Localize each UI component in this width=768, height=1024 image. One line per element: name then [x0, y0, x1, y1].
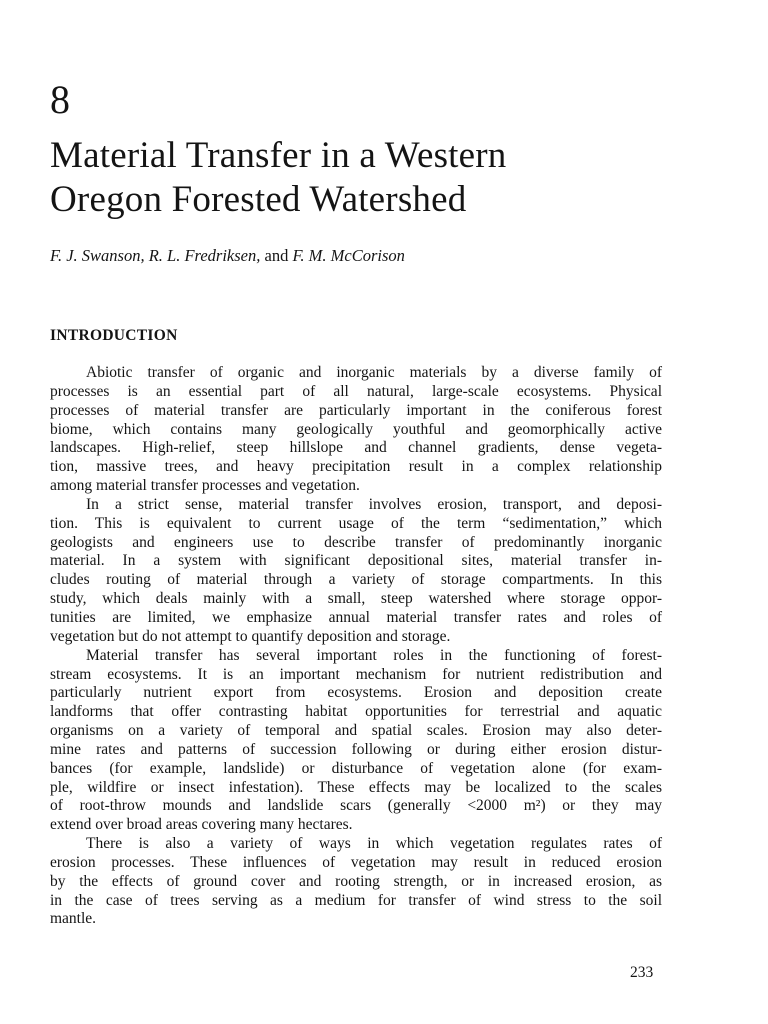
text-line: study, which deals mainly with a small, steep watershed where storage oppor-	[50, 590, 662, 608]
text-line: bances (for example, landslide) or disturbance of vegetation alone (for exam-	[50, 759, 662, 777]
text-line: in the case of trees serving as a medium for transfer of wind stress to the soil	[50, 891, 662, 909]
text-line: among material transfer processes and vegetation.	[50, 477, 360, 495]
text-line: extend over broad areas covering many hectares.	[50, 816, 353, 834]
author-conjunction: and	[264, 246, 289, 265]
chapter-title-line: Oregon Forested Watershed	[50, 179, 467, 220]
text-line: stream ecosystems. It is an important mechanism for nutrient redistribution and	[50, 665, 662, 683]
text-line: cludes routing of material through a variety of storage compartments. In this	[50, 571, 662, 589]
text-line: tion, massive trees, and heavy precipitation result in a complex relationship	[50, 458, 662, 476]
text-line: geologists and engineers use to describe transfer of predominantly inorganic	[50, 533, 662, 551]
text-line: processes is an essential part of all natural, large-scale ecosystems. Physical	[50, 382, 662, 400]
text-line: landscapes. High-relief, steep hillslope and channel gradients, dense vegeta-	[50, 439, 662, 457]
text-line: particularly nutrient export from ecosystems. Erosion and deposition create	[50, 684, 662, 702]
text-line: Material transfer has several important roles in the functioning of forest-	[86, 646, 662, 664]
text-line: organisms on a variety of temporal and spatial scales. Erosion may also deter-	[50, 722, 662, 740]
page-number: 233	[630, 964, 654, 981]
chapter-number: 8	[50, 77, 70, 122]
text-line: tion. This is equivalent to current usage of the term “sedimentation,” which	[50, 514, 662, 532]
body-text	[50, 364, 662, 929]
text-line: of root-throw mounds and landslide scars (generally <2000 m²) or they may	[50, 797, 662, 815]
text-line: mantle.	[50, 910, 97, 928]
text-line: material. In a system with significant depositional sites, material transfer in-	[50, 552, 662, 570]
text-line: ple, wildfire or insect infestation). These effects may be localized to the scales	[50, 778, 662, 796]
text-line: processes of material transfer are particularly important in the coniferous forest	[50, 401, 662, 419]
section-heading: INTRODUCTION	[50, 327, 178, 344]
text-line: In a strict sense, material transfer involves erosion, transport, and deposi-	[86, 495, 662, 513]
text-line: tunities are limited, we emphasize annual material transfer rates and roles of	[50, 608, 662, 626]
text-line: vegetation but do not attempt to quantify deposition and storage.	[50, 627, 451, 645]
author-names: F. J. Swanson, R. L. Fredriksen,	[50, 246, 261, 265]
text-line: Abiotic transfer of organic and inorganic materials by a diverse family of	[86, 364, 662, 381]
text-line: landforms that offer contrasting habitat opportunities for terrestrial and aquatic	[50, 703, 662, 721]
text-line: mine rates and patterns of succession following or during either erosion distur-	[50, 740, 662, 758]
text-line: erosion processes. These influences of vegetation may result in reduced erosion	[50, 853, 662, 871]
text-line: biome, which contains many geologically youthful and geomorphically active	[50, 420, 662, 438]
chapter-title	[50, 134, 710, 222]
author-last-name: F. M. McCorison	[292, 246, 405, 265]
text-line: There is also a variety of ways in which vegetation regulates rates of	[86, 835, 662, 853]
chapter-title-line: Material Transfer in a Western	[50, 135, 507, 176]
text-line: by the effects of ground cover and rooting strength, or in increased erosion, as	[50, 872, 662, 890]
author-list	[50, 245, 405, 267]
